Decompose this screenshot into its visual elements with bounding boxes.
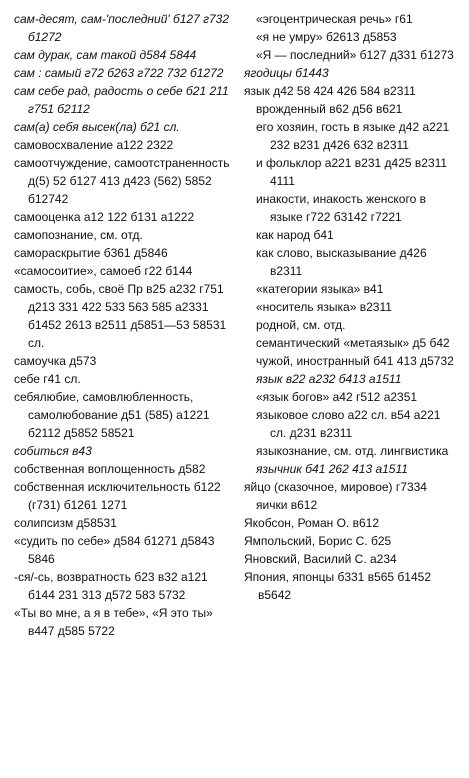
index-subentry: «носитель языка» в2311 — [256, 300, 392, 314]
index-subentry: как слово, высказывание д426 в2311 — [256, 246, 427, 278]
index-entry: сам(а) себя высек(ла) б21 сл. — [14, 120, 180, 134]
index-entry: Якобсон, Роман О. в612 — [244, 516, 379, 530]
index-subentry: языковое слово а22 сл. в54 а221 сл. д231 в2311 — [256, 408, 441, 440]
index-entry: «судить по себе» д584 б1271 д5843 5846 — [14, 534, 215, 566]
index-subentry: чужой, иностранный б41 413 д5732 — [256, 354, 454, 368]
index-entry: -ся/-сь, возвратность б23 в32 а121 б144 231 313 д572 583 5732 — [14, 570, 208, 602]
index-entry: самовосхваление а122 2322 — [14, 138, 174, 152]
index-entry: Яновский, Василий С. а234 — [244, 552, 397, 566]
index-entry: собственная воплощенность д582 — [14, 462, 206, 476]
index-subentry: язык в22 а232 б413 а1511 — [256, 372, 402, 386]
index-entry: самоотчуждение, самоотстраненность д(5) 52 б127 413 д423 (562) 5852 б12742 — [14, 156, 230, 206]
index-column-left — [14, 10, 232, 640]
index-entry: собственная исключительность б122 (г731) б1261 1271 — [14, 480, 221, 512]
index-subentry: инакости, инакость женского в языке г722 б3142 г7221 — [256, 192, 426, 224]
index-subentry: родной, см. отд. — [256, 318, 346, 332]
index-subentry: как народ б41 — [256, 228, 334, 242]
index-entry: Япония, японцы б331 в565 б1452 в5642 — [244, 570, 431, 602]
index-entry: сам-десят, сам-'последний' б127 г732 б1272 — [14, 12, 230, 44]
index-subentry: «я не умру» б2613 д5853 — [256, 30, 397, 44]
index-entry: самораскрытие б361 д5846 — [14, 246, 168, 260]
index-subentry: языкознание, см. отд. лингвистика — [256, 444, 449, 458]
index-entry: солипсизм д58531 — [14, 516, 117, 530]
index-subentry: «эгоцентрическая речь» г61 — [256, 12, 413, 26]
index-column-right — [244, 10, 459, 604]
index-subentry: семантический «метаязык» д5 б42 — [256, 336, 450, 350]
index-entry: собиться в43 — [14, 444, 92, 458]
index-entry: себялюбие, самовлюбленность, самолюбование д51 (585) а1221 б2112 д5852 58521 — [14, 390, 210, 440]
index-entry: самопознание, см. отд. — [14, 228, 143, 242]
index-entry: «Ты во мне, а я в тебе», «Я это ты» в447 д585 5722 — [14, 606, 213, 638]
index-entry: ягодицы б1443 — [244, 66, 329, 80]
index-entry: самоучка д573 — [14, 354, 97, 368]
index-subentry: и фольклор а221 в231 д425 в2311 4111 — [256, 156, 448, 188]
index-entry: «самосоитие», самоеб г22 б144 — [14, 264, 193, 278]
index-subentry: «Я — последний» б127 д331 б1273 — [256, 48, 454, 62]
index-subentry: «язык богов» а42 г512 а2351 — [256, 390, 418, 404]
index-entry: сам себе рад, радость о себе б21 211 г751 б2112 — [14, 84, 229, 116]
index-entry: сам : самый г72 б263 г722 732 б1272 — [14, 66, 224, 80]
index-entry: яйцо (сказочное, мировое) г7334 — [244, 480, 427, 494]
index-entry: самооценка а12 122 б131 а1222 — [14, 210, 195, 224]
index-subentry: его хозяин, гость в языке д42 а221 232 в231 д426 632 в2311 — [256, 120, 450, 152]
index-entry: язык д42 58 424 426 584 в2311 — [244, 84, 416, 98]
index-entry: сам дурак, сам такой д584 5844 — [14, 48, 197, 62]
index-subentry: «категории языка» в41 — [256, 282, 384, 296]
index-entry: самость, собь, своё Пр в25 а232 г751 д213 331 422 533 563 585 а2331 б1452 2613 в2511 д5851—53 58531 сл. — [14, 282, 227, 350]
index-subentry: яички в612 — [256, 498, 318, 512]
index-entry: себе г41 сл. — [14, 372, 81, 386]
index-subentry: врожденный в62 д56 в621 — [256, 102, 403, 116]
index-entry: Ямпольский, Борис С. б25 — [244, 534, 392, 548]
index-subentry: язычник б41 262 413 а1511 — [256, 462, 408, 476]
